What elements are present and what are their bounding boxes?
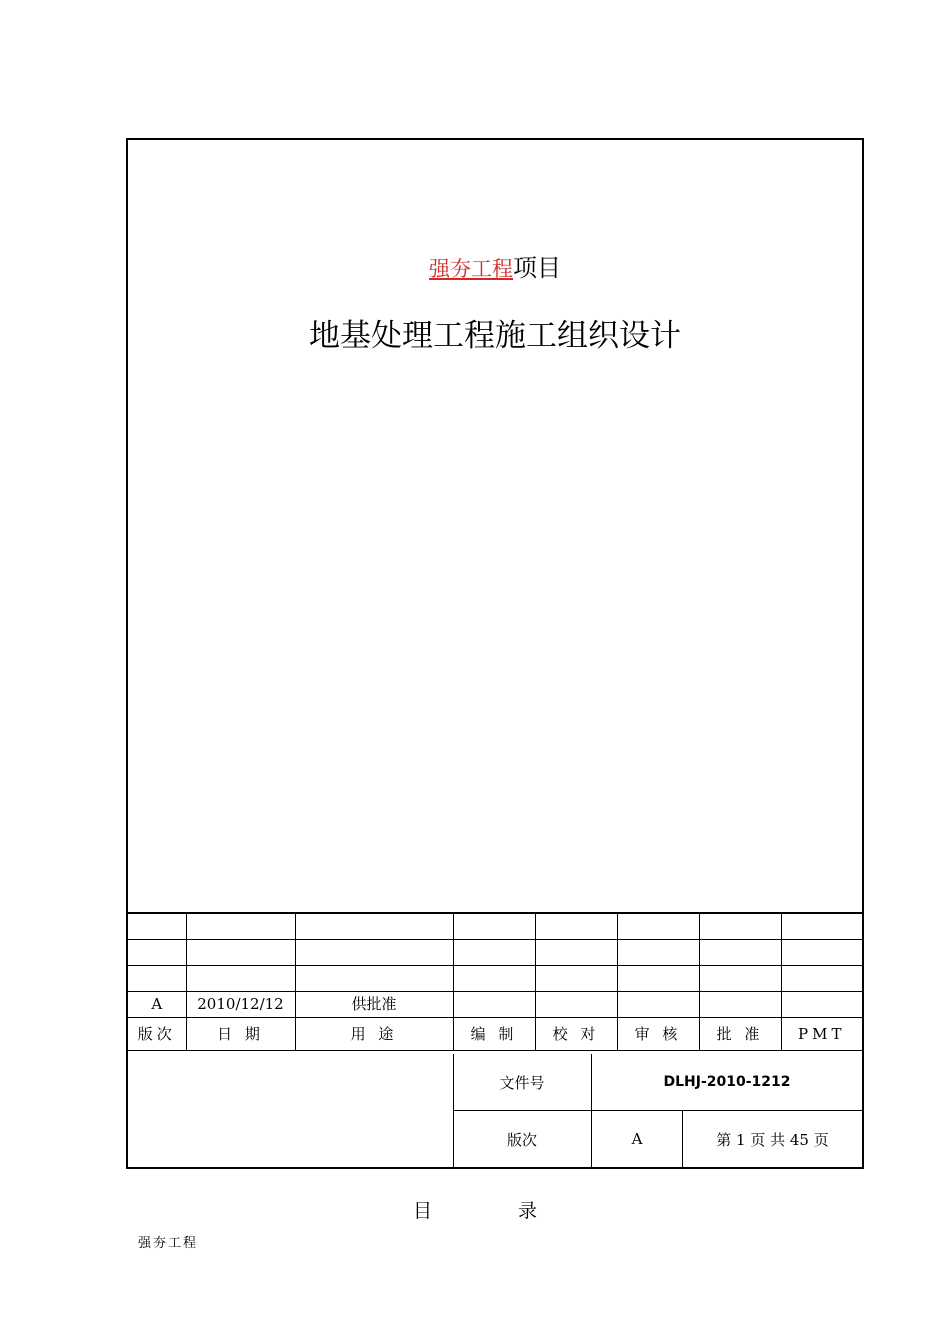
header-checked: 校 对 xyxy=(535,1018,617,1051)
project-name[interactable]: 强夯工程 xyxy=(429,257,513,281)
revision-cell xyxy=(781,940,862,966)
revision-date: 2010/12/12 xyxy=(186,992,295,1018)
info-fields xyxy=(453,1054,862,1167)
revision-cell xyxy=(295,940,453,966)
revision-cell xyxy=(699,913,781,940)
revision-cell xyxy=(617,992,699,1018)
project-suffix: 项目 xyxy=(513,254,561,282)
header-reviewed: 审 核 xyxy=(617,1018,699,1051)
revision-cell xyxy=(186,913,295,940)
revision-cell xyxy=(453,966,535,992)
revision-cell xyxy=(617,913,699,940)
header-prepared: 编 制 xyxy=(453,1018,535,1051)
revision-cell xyxy=(128,966,186,992)
version-value: A xyxy=(592,1111,683,1167)
page-info: 第 1 页 共 45 页 xyxy=(716,1130,829,1149)
revision-cell xyxy=(699,940,781,966)
info-blank-area xyxy=(128,1054,454,1167)
revision-cell xyxy=(535,992,617,1018)
revision-cell xyxy=(453,992,535,1018)
toc-title: 目 录 xyxy=(412,1200,578,1222)
revision-cell xyxy=(617,966,699,992)
revision-cell xyxy=(535,966,617,992)
revision-cell xyxy=(186,966,295,992)
revision-version: A xyxy=(128,992,186,1018)
doc-number-label: 文件号 xyxy=(453,1054,592,1111)
revision-cell xyxy=(295,966,453,992)
header-approved: 批 准 xyxy=(699,1018,781,1051)
revision-cell xyxy=(781,992,862,1018)
revision-cell xyxy=(295,913,453,940)
project-line xyxy=(128,252,862,285)
document-title: 地基处理工程施工组织设计 xyxy=(309,318,681,354)
revision-cell xyxy=(128,913,186,940)
revision-cell xyxy=(186,940,295,966)
revision-row xyxy=(128,992,862,1018)
document-info-block xyxy=(128,1054,862,1167)
footer-company: 强夯工程 xyxy=(138,1236,199,1251)
version-label: 版次 xyxy=(453,1111,592,1167)
revision-purpose: 供批准 xyxy=(295,992,453,1018)
header-pmt: PMT xyxy=(781,1018,862,1051)
header-version: 版次 xyxy=(128,1018,186,1051)
revision-cell xyxy=(535,940,617,966)
header-date: 日 期 xyxy=(186,1018,295,1051)
revision-row xyxy=(128,940,862,966)
revision-cell xyxy=(699,992,781,1018)
header-purpose: 用 途 xyxy=(295,1018,453,1051)
revision-cell xyxy=(781,966,862,992)
doc-number-value: DLHJ-2010-1212 xyxy=(592,1054,862,1111)
revision-cell xyxy=(617,940,699,966)
revision-cell xyxy=(453,913,535,940)
revision-table xyxy=(128,912,862,1051)
revision-cell xyxy=(781,913,862,940)
revision-row xyxy=(128,966,862,992)
cover-frame xyxy=(126,138,864,1169)
revision-row xyxy=(128,913,862,940)
revision-header-row xyxy=(128,1018,862,1051)
revision-cell xyxy=(128,940,186,966)
revision-cell xyxy=(453,940,535,966)
revision-cell xyxy=(535,913,617,940)
revision-cell xyxy=(699,966,781,992)
